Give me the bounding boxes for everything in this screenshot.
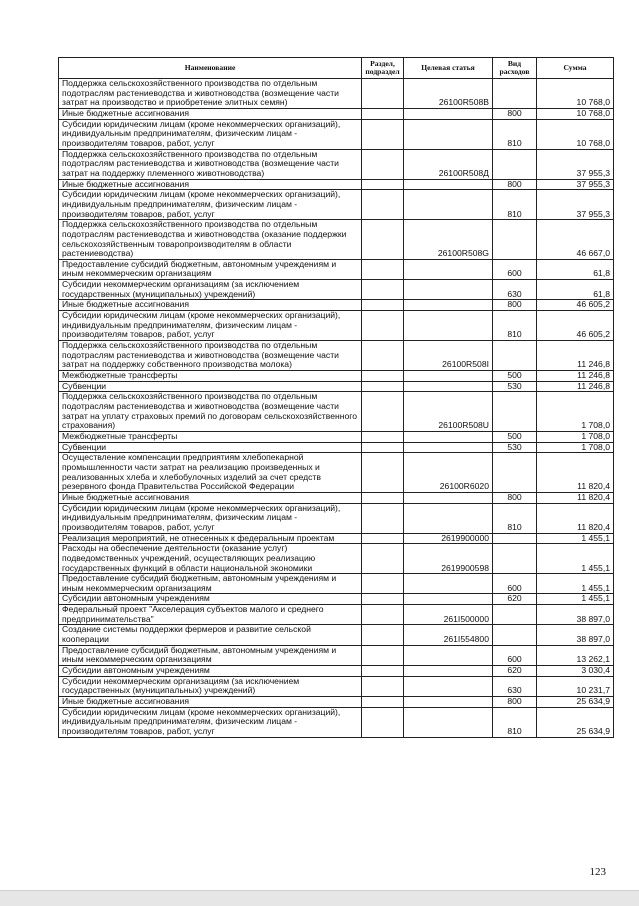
cell-statya — [404, 676, 493, 696]
cell-razdel — [362, 503, 404, 533]
cell-razdel — [362, 220, 404, 260]
table-row — [59, 259, 614, 279]
table-row — [59, 697, 614, 708]
cell-razdel — [362, 453, 404, 493]
table-row — [59, 442, 614, 453]
table-row — [59, 119, 614, 149]
cell-statya: 26100R6020 — [404, 453, 493, 493]
cell-summa: 1 708,0 — [537, 431, 614, 442]
cell-vid: 600 — [493, 645, 537, 665]
cell-summa: 11 246,8 — [537, 341, 614, 371]
cell-name: Создание системы поддержки фермеров и развитие сельской кооперации — [59, 625, 362, 645]
cell-vid: 620 — [493, 666, 537, 677]
cell-statya — [404, 594, 493, 605]
cell-name: Субсидии юридическим лицам (кроме некоммерческих организаций), индивидуальным предпринимателям, физическим лицам - производителям товаров, работ, услуг — [59, 119, 362, 149]
cell-statya — [404, 442, 493, 453]
cell-summa: 1 455,1 — [537, 574, 614, 594]
cell-vid: 800 — [493, 300, 537, 311]
table-row — [59, 341, 614, 371]
cell-summa: 61,8 — [537, 259, 614, 279]
table-row — [59, 625, 614, 645]
cell-summa: 11 820,4 — [537, 453, 614, 493]
cell-summa: 1 455,1 — [537, 594, 614, 605]
cell-razdel — [362, 625, 404, 645]
cell-razdel — [362, 381, 404, 392]
cell-vid: 800 — [493, 108, 537, 119]
cell-name: Иные бюджетные ассигнования — [59, 492, 362, 503]
cell-summa: 25 634,9 — [537, 697, 614, 708]
cell-name: Субсидии некоммерческим организациям (за исключением государственных (муниципальных) учреждений) — [59, 280, 362, 300]
table-row — [59, 190, 614, 220]
cell-summa: 10 768,0 — [537, 79, 614, 109]
cell-razdel — [362, 533, 404, 544]
cell-summa: 11 820,4 — [537, 492, 614, 503]
cell-razdel — [362, 676, 404, 696]
cell-statya — [404, 574, 493, 594]
cell-name: Межбюджетные трансферты — [59, 431, 362, 442]
cell-summa: 61,8 — [537, 280, 614, 300]
cell-summa: 13 262,1 — [537, 645, 614, 665]
cell-statya — [404, 119, 493, 149]
cell-statya: 26100R508U — [404, 392, 493, 432]
cell-name: Предоставление субсидий бюджетным, автономным учреждениям и иным некоммерческим организациям — [59, 574, 362, 594]
cell-summa: 37 955,3 — [537, 190, 614, 220]
cell-razdel — [362, 666, 404, 677]
cell-vid — [493, 79, 537, 109]
table-row — [59, 492, 614, 503]
cell-statya: 2619900000 — [404, 533, 493, 544]
table-row — [59, 503, 614, 533]
cell-vid — [493, 220, 537, 260]
cell-name: Иные бюджетные ассигнования — [59, 179, 362, 190]
cell-summa: 10 768,0 — [537, 119, 614, 149]
cell-summa: 46 605,2 — [537, 300, 614, 311]
cell-statya: 2619900598 — [404, 544, 493, 574]
cell-vid — [493, 544, 537, 574]
header-razdel: Раздел, подраздел — [362, 58, 404, 79]
cell-razdel — [362, 259, 404, 279]
cell-razdel — [362, 108, 404, 119]
table-row — [59, 108, 614, 119]
cell-statya — [404, 503, 493, 533]
cell-summa: 37 955,3 — [537, 149, 614, 179]
cell-statya — [404, 371, 493, 382]
header-summa: Сумма — [537, 58, 614, 79]
cell-summa: 10 231,7 — [537, 676, 614, 696]
cell-statya — [404, 179, 493, 190]
cell-statya — [404, 381, 493, 392]
cell-statya: 26100R508Д — [404, 149, 493, 179]
cell-name: Поддержка сельскохозяйственного производства по отдельным подотраслям растениеводства и животноводства (оказание поддержки сельскохозяйственным товаропроизводителям в области растениеводства) — [59, 220, 362, 260]
header-statya: Целевая статья — [404, 58, 493, 79]
cell-name: Субсидии некоммерческим организациям (за исключением государственных (муниципальных) учреждений) — [59, 676, 362, 696]
cell-vid: 600 — [493, 259, 537, 279]
cell-summa: 10 768,0 — [537, 108, 614, 119]
cell-razdel — [362, 442, 404, 453]
cell-name: Иные бюджетные ассигнования — [59, 300, 362, 311]
cell-statya — [404, 280, 493, 300]
cell-statya — [404, 259, 493, 279]
cell-name: Поддержка сельскохозяйственного производства по отдельным подотраслям растениеводства и животноводства (возмещение части затрат на производство и приобретение элитных семян) — [59, 79, 362, 109]
cell-name: Субсидии юридическим лицам (кроме некоммерческих организаций), индивидуальным предпринимателям, физическим лицам - производителям товаров, работ, услуг — [59, 503, 362, 533]
cell-summa: 46 667,0 — [537, 220, 614, 260]
cell-name: Субсидии автономным учреждениям — [59, 594, 362, 605]
cell-name: Расходы на обеспечение деятельности (оказание услуг) подведомственных учреждений, осуществляющих реализацию государственных функций в области национальной экономики — [59, 544, 362, 574]
cell-name: Межбюджетные трансферты — [59, 371, 362, 382]
cell-statya — [404, 666, 493, 677]
cell-vid — [493, 625, 537, 645]
cell-razdel — [362, 392, 404, 432]
cell-name: Субсидии автономным учреждениям — [59, 666, 362, 677]
table-row — [59, 574, 614, 594]
cell-vid: 600 — [493, 574, 537, 594]
cell-razdel — [362, 697, 404, 708]
table-row — [59, 431, 614, 442]
cell-vid: 530 — [493, 381, 537, 392]
cell-name: Федеральный проект "Акселерация субъектов малого и среднего предпринимательства" — [59, 605, 362, 625]
cell-name: Предоставление субсидий бюджетным, автономным учреждениям и иным некоммерческим организациям — [59, 645, 362, 665]
cell-vid: 530 — [493, 442, 537, 453]
cell-statya — [404, 707, 493, 737]
cell-vid: 500 — [493, 431, 537, 442]
cell-name: Субсидии юридическим лицам (кроме некоммерческих организаций), индивидуальным предпринимателям, физическим лицам - производителям товаров, работ, услуг — [59, 707, 362, 737]
cell-statya — [404, 108, 493, 119]
table-row — [59, 179, 614, 190]
cell-razdel — [362, 605, 404, 625]
table-row — [59, 371, 614, 382]
table-row — [59, 605, 614, 625]
cell-summa: 1 455,1 — [537, 533, 614, 544]
header-name: Наименование — [59, 58, 362, 79]
cell-statya — [404, 190, 493, 220]
cell-name: Поддержка сельскохозяйственного производства по отдельным подотраслям растениеводства и животноводства (возмещение части затрат на поддержку племенного животноводства) — [59, 149, 362, 179]
cell-razdel — [362, 300, 404, 311]
cell-razdel — [362, 371, 404, 382]
cell-razdel — [362, 645, 404, 665]
cell-statya — [404, 645, 493, 665]
table-row — [59, 311, 614, 341]
cell-statya — [404, 492, 493, 503]
cell-summa: 38 897,0 — [537, 605, 614, 625]
cell-razdel — [362, 311, 404, 341]
cell-summa: 1 708,0 — [537, 442, 614, 453]
table-body — [59, 79, 614, 738]
cell-vid — [493, 605, 537, 625]
budget-table — [58, 57, 614, 738]
cell-statya: 261I500000 — [404, 605, 493, 625]
cell-name: Иные бюджетные ассигнования — [59, 108, 362, 119]
cell-razdel — [362, 594, 404, 605]
cell-summa: 25 634,9 — [537, 707, 614, 737]
cell-razdel — [362, 707, 404, 737]
table-row — [59, 594, 614, 605]
cell-vid — [493, 453, 537, 493]
table-row — [59, 381, 614, 392]
cell-vid — [493, 149, 537, 179]
cell-vid: 630 — [493, 280, 537, 300]
cell-name: Поддержка сельскохозяйственного производства по отдельным подотраслям растениеводства и животноводства (возмещение части затрат на поддержку собственного производства молока) — [59, 341, 362, 371]
cell-vid — [493, 341, 537, 371]
table-header-row — [59, 58, 614, 79]
cell-vid: 810 — [493, 311, 537, 341]
cell-summa: 3 030,4 — [537, 666, 614, 677]
table-row — [59, 453, 614, 493]
cell-vid: 800 — [493, 697, 537, 708]
cell-razdel — [362, 280, 404, 300]
cell-vid: 800 — [493, 179, 537, 190]
table-row — [59, 392, 614, 432]
cell-razdel — [362, 341, 404, 371]
cell-summa: 1 455,1 — [537, 544, 614, 574]
cell-vid: 810 — [493, 190, 537, 220]
cell-name: Осуществление компенсации предприятиям хлебопекарной промышленности части затрат на реализацию произведенных и реализованных хлеба и хлебобулочных изделий за счет средств резервного фонда Правительства Российской Федерации — [59, 453, 362, 493]
cell-name: Субвенции — [59, 381, 362, 392]
cell-name: Субвенции — [59, 442, 362, 453]
cell-vid: 800 — [493, 492, 537, 503]
table-row — [59, 79, 614, 109]
cell-name: Поддержка сельскохозяйственного производства по отдельным подотраслям растениеводства и животноводства (возмещение части затрат на уплату страховых премий по договорам сельскохозяйственного страхования) — [59, 392, 362, 432]
cell-summa: 11 246,8 — [537, 371, 614, 382]
cell-vid: 810 — [493, 503, 537, 533]
table-row — [59, 220, 614, 260]
cell-summa: 1 708,0 — [537, 392, 614, 432]
cell-summa: 11 246,8 — [537, 381, 614, 392]
table-row — [59, 666, 614, 677]
cell-razdel — [362, 179, 404, 190]
cell-name: Субсидии юридическим лицам (кроме некоммерческих организаций), индивидуальным предпринимателям, физическим лицам - производителям товаров, работ, услуг — [59, 190, 362, 220]
cell-razdel — [362, 149, 404, 179]
cell-vid: 500 — [493, 371, 537, 382]
cell-name: Реализация мероприятий, не отнесенных к федеральным проектам — [59, 533, 362, 544]
cell-razdel — [362, 574, 404, 594]
cell-vid: 630 — [493, 676, 537, 696]
cell-statya: 26100R508G — [404, 220, 493, 260]
page-number: 123 — [589, 866, 606, 878]
table-row — [59, 676, 614, 696]
cell-razdel — [362, 431, 404, 442]
table-row — [59, 280, 614, 300]
cell-vid — [493, 533, 537, 544]
table-row — [59, 149, 614, 179]
table-row — [59, 544, 614, 574]
cell-razdel — [362, 544, 404, 574]
table-row — [59, 300, 614, 311]
cell-razdel — [362, 190, 404, 220]
cell-statya: 26100R508B — [404, 79, 493, 109]
cell-name: Субсидии юридическим лицам (кроме некоммерческих организаций), индивидуальным предпринимателям, физическим лицам - производителям товаров, работ, услуг — [59, 311, 362, 341]
cell-vid — [493, 392, 537, 432]
cell-statya: 26100R508I — [404, 341, 493, 371]
cell-statya — [404, 697, 493, 708]
cell-razdel — [362, 119, 404, 149]
cell-vid: 620 — [493, 594, 537, 605]
table-row — [59, 707, 614, 737]
cell-razdel — [362, 492, 404, 503]
cell-summa: 11 820,4 — [537, 503, 614, 533]
cell-summa: 37 955,3 — [537, 179, 614, 190]
table-row — [59, 645, 614, 665]
cell-statya — [404, 300, 493, 311]
cell-summa: 38 897,0 — [537, 625, 614, 645]
cell-summa: 46 605,2 — [537, 311, 614, 341]
cell-vid: 810 — [493, 707, 537, 737]
cell-statya — [404, 311, 493, 341]
header-vid: Вид расходов — [493, 58, 537, 79]
viewer-bottom-strip — [0, 890, 639, 906]
cell-name: Предоставление субсидий бюджетным, автономным учреждениям и иным некоммерческим организациям — [59, 259, 362, 279]
cell-razdel — [362, 79, 404, 109]
cell-name: Иные бюджетные ассигнования — [59, 697, 362, 708]
table-row — [59, 533, 614, 544]
cell-statya — [404, 431, 493, 442]
cell-statya: 261I554800 — [404, 625, 493, 645]
cell-vid: 810 — [493, 119, 537, 149]
